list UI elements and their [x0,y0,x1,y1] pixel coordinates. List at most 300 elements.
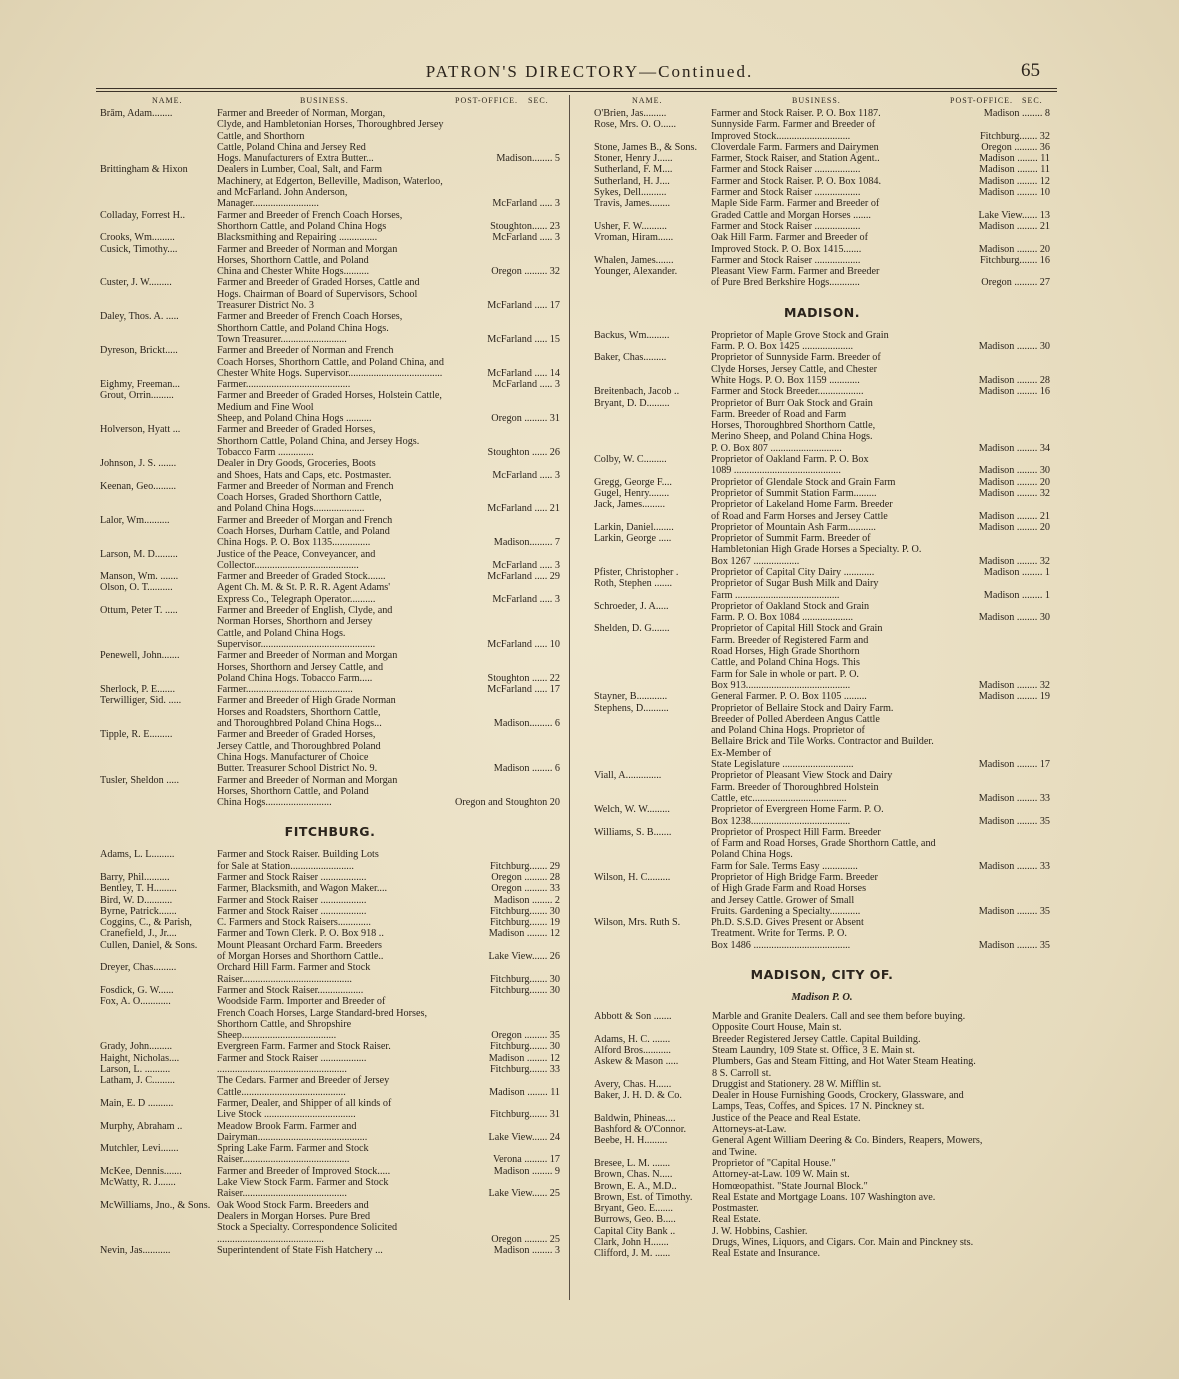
entry-post-office-sec: Oregon ......... 28 [491,872,560,883]
entry-business: Lake View Stock Farm. Farmer and Stock Raiser......................................... [217,1177,389,1200]
entry-name: Murphy, Abraham .. [100,1120,183,1132]
madison-city-entry-list [594,1011,1050,1260]
directory-entry [594,1124,1050,1135]
entry-name: Cranefield, J., Jr.... [100,928,177,940]
entry-business: Farmer and Stock Raiser .................. [711,187,861,199]
entry-business: Farmer.......................................... [217,684,353,696]
entry-post-office-sec: Madison ........ 12 [488,1052,560,1064]
entry-post-office-sec: McFarland ..... 14 [487,367,560,379]
entry-business: Proprietor of Prospect Hill Farm. Breeder of Farm and Road Horses, Grade Shorthorn Cattle, and Poland China Hogs. Farm for Sale. Terms Easy .............. [711,826,936,872]
directory-entry [594,601,1050,624]
directory-entry [100,458,560,481]
entry-name: Manson, Wm. ....... [100,571,179,583]
entry-name: Burrows, Geo. B..... [594,1214,676,1226]
entry-name: Adams, H. C. ....... [594,1033,671,1045]
directory-entry [100,210,560,233]
directory-entry [594,917,1050,951]
entry-business: Farmer, Blacksmith, and Wagon Maker.... [217,883,388,895]
entry-business: Dealers in Lumber, Coal, Salt, and Farm Machinery, at Edgerton, Belleville, Madison, Waterloo, and McFarland. John Anderson, Manager.......................... [217,164,443,210]
entry-business: Real Estate. [712,1214,761,1226]
entry-name: Brown, E. A., M.D.. [594,1180,677,1192]
entry-name: Dyreson, Brickt..... [100,345,178,357]
entry-business: Farmer and Breeder of High Grade Norman Horses and Roadsters, Shorthorn Cattle, and Thoroughbred Poland China Hogs... [217,695,396,730]
directory-entry [100,515,560,549]
directory-entry [100,1166,560,1177]
directory-entry [594,1203,1050,1214]
directory-entry [594,522,1050,533]
entry-business: Marble and Granite Dealers. Call and see them before buying. Opposite Court House, Main st. [712,1011,966,1034]
entry-post-office-sec: Fitchburg....... 29 [490,860,560,872]
entry-name: Lalor, Wm.......... [100,514,170,526]
entry-name: Bresee, L. M. ....... [594,1157,671,1169]
entry-business: Sunnyside Farm. Farmer and Breeder of Improved Stock............................. [711,119,876,142]
entry-name: Cusick, Timothy.... [100,243,178,255]
entry-post-office-sec: Oregon ......... 27 [981,277,1050,289]
entry-post-office-sec: McFarland ..... 3 [492,232,560,244]
entry-name: Haight, Nicholas.... [100,1052,180,1064]
page-header [0,58,1179,88]
entry-business: C. Farmers and Stock Raisers............. [217,917,371,929]
entry-name: Gugel, Henry........ [594,487,670,499]
entry-business: J. W. Hobbins, Cashier. [712,1225,808,1237]
entry-name: Baker, Chas......... [594,352,667,364]
entry-post-office-sec: Fitchburg....... 16 [980,254,1050,266]
directory-entry [100,906,560,917]
directory-entry [100,582,560,605]
entry-name: Bentley, T. H......... [100,883,177,895]
entry-post-office-sec: Madison ........ 32 [978,555,1050,567]
directory-entry [594,1226,1050,1237]
entry-post-office-sec: Madison ........ 35 [978,939,1050,951]
entry-name: Brām, Adam........ [100,108,173,119]
directory-entry [594,1192,1050,1203]
directory-entry [100,729,560,774]
entry-business: Proprietor of Mountain Ash Farm........... [711,521,876,533]
entry-business: Pleasant View Farm. Farmer and Breeder of Pure Bred Berkshire Hogs............ [711,266,880,289]
entry-name: Brown, Chas. N..... [594,1169,673,1181]
entry-post-office-sec: McFarland ..... 17 [487,300,560,312]
entry-business: Ph.D. S.S.D. Gives Present or Absent Treatment. Write for Terms. P. O. Box 1486 ...................................... [711,917,864,951]
entry-name: Larson, M. D......... [100,548,178,560]
entry-business: Attorneys-at-Law. [712,1124,787,1136]
directory-entry [594,488,1050,499]
entry-name: Bryant, Geo. E....... [594,1203,673,1215]
directory-entry [594,330,1050,353]
page-number: 65 [1021,60,1040,81]
entry-post-office-sec: Madison ........ 20 [978,476,1050,488]
entry-post-office-sec: Lake View...... 25 [488,1188,560,1200]
entry-name: Schroeder, J. A..... [594,600,669,612]
entry-name: Usher, F. W.......... [594,220,667,232]
entry-name: Colby, W. C......... [594,454,667,466]
entry-post-office-sec: Madison ........ 2 [493,894,560,906]
entry-business: Proprietor of Capital Hill Stock and Grain Farm. Breeder of Registered Farm and Road Horses, High Grade Shorthorn Cattle, and Poland China Hogs. This Farm for Sale in whole or part. P. O. Box 913......................................... [711,623,883,691]
directory-entry [594,352,1050,386]
entry-business: Farmer, Dealer, and Shipper of all kinds of Live Stock .................................... [217,1097,392,1121]
col-business-header: BUSINESS. [792,96,841,105]
entry-name: Holverson, Hyatt ... [100,424,181,436]
entry-business: Farmer and Breeder of Improved Stock..... [217,1165,391,1177]
directory-entry [100,424,560,458]
directory-entry [594,255,1050,266]
entry-name: Baldwin, Phineas.... [594,1112,676,1124]
entry-business: Farmer and Stock Breeder.................. [711,386,864,398]
directory-entry [100,1177,560,1200]
entry-name: Keenan, Geo......... [100,480,177,492]
directory-entry [100,1064,560,1075]
entry-business: Farmer and Breeder of Norman and Morgan Horses, Shorthorn Cattle, and Poland China Hogs.......................... [217,774,398,809]
entry-post-office-sec: Fitchburg....... 32 [980,130,1050,142]
entry-post-office-sec: Madison......... 7 [493,537,560,549]
entry-post-office-sec: Madison ........ 33 [978,792,1050,804]
entry-name: Vroman, Hiram...... [594,232,674,244]
entry-post-office-sec: Madison ........ 20 [978,521,1050,533]
entry-name: McKee, Dennis....... [100,1165,182,1177]
entry-business: Proprietor of Burr Oak Stock and Grain Farm. Breeder of Road and Farm Horses, Thoroughbred Shorthorn Cattle, Merino Sheep, and Poland China Hogs. P. O. Box 807 ............................ [711,397,876,454]
directory-entry [100,917,560,928]
entry-post-office-sec: Fitchburg....... 30 [490,1041,560,1053]
entry-name: Dreyer, Chas......... [100,962,177,974]
entry-name: Wilson, H. C......... [594,872,671,883]
directory-entry [100,481,560,515]
entry-business: Oak Wood Stock Farm. Breeders and Dealers in Morgan Horses. Pure Bred Stock a Specialty. Correspondence Solicited .......................................... [217,1199,398,1245]
directory-entry [594,691,1050,702]
entry-post-office-sec: Madison ........ 1 [983,566,1050,578]
entry-post-office-sec: Oregon ......... 33 [491,883,560,895]
directory-entry [594,1237,1050,1248]
entry-business: Farmer and Stock Raiser .................. [217,894,367,906]
section-subtitle-madison-po: Madison P. O. [791,992,853,1004]
entry-name: Larson, L. .......... [100,1064,171,1076]
entry-post-office-sec: Madison ........ 11 [979,164,1050,176]
directory-entry [100,311,560,345]
entry-business: Homœopathist. "State Journal Block." [712,1180,868,1192]
entry-business: Attorney-at-Law. 109 W. Main st. [712,1169,850,1181]
entry-post-office-sec: Madison ........ 30 [978,465,1050,477]
entry-post-office-sec: Oregon ......... 32 [491,266,560,278]
directory-entry [594,1248,1050,1259]
entry-name: Clark, John H....... [594,1237,669,1249]
entry-business: Farmer and Breeder of Norman and Morgan Horses, Shorthorn Cattle, and Poland China and Chester White Hogs.......... [217,243,398,278]
col-post-office-header: POST-OFFICE. [950,96,1014,105]
directory-entry [594,567,1050,578]
directory-entry [100,1245,560,1256]
directory-entry [594,1045,1050,1056]
entry-name: Adams, L. L......... [100,849,175,861]
entry-name: Daley, Thos. A. ..... [100,311,179,323]
entry-post-office-sec: Madison ........ 8 [983,108,1050,119]
entry-post-office-sec: Madison ........ 9 [493,1165,560,1177]
entry-business: Proprietor of High Bridge Farm. Breeder of High Grade Farm and Road Horses and Jersey Cattle. Grower of Small Fruits. Gardening a Specialty............ [711,872,878,917]
entry-post-office-sec: Madison ........ 28 [978,374,1050,386]
header-rule-bottom [96,91,1057,92]
entry-name: Colladay, Forrest H.. [100,209,186,221]
directory-entry [100,1053,560,1064]
directory-entry [100,1075,560,1098]
entry-business: Farmer and Breeder of Graded Stock....... [217,571,386,583]
entry-name: McWilliams, Jno., & Sons. [100,1199,211,1211]
directory-entry [594,1113,1050,1124]
entry-post-office-sec: Madison ........ 16 [978,386,1050,398]
entry-post-office-sec: Madison ........ 12 [978,175,1050,187]
section-title-fitchburg: FITCHBURG. [284,824,376,840]
entry-name: Baker, J. H. D. & Co. [594,1090,682,1102]
entry-business: Spring Lake Farm. Farmer and Stock Raiser.......................................... [217,1143,369,1166]
entry-name: Younger, Alexander. [594,266,678,278]
entry-business: Proprietor of Maple Grove Stock and Grain Farm. P. O. Box 1425 .................... [711,329,889,353]
fitchburg-entry-list [100,849,560,1256]
entry-post-office-sec: McFarland ..... 10 [487,638,560,650]
entry-name: Roth, Stephen ....... [594,578,673,590]
directory-entry [594,164,1050,175]
directory-entry [594,1079,1050,1090]
entry-business: Dealer in House Furnishing Goods, Crockery, Glassware, and Lamps, Teas, Coffes, and Spices. 17 N. Pinckney st. [712,1090,964,1113]
entry-business: Meadow Brook Farm. Farmer and Dairyman........................................... [217,1120,368,1143]
entry-post-office-sec: Oregon ......... 31 [491,413,560,425]
entry-business: Farmer and Breeder of Norman, Morgan, Clyde, and Hambletonian Horses, Thoroughbred Jersey Cattle, and Shorthorn Cattle, Poland China and Jersey Red Hogs. Manufacturers of Extra Butter... [217,108,444,165]
entry-business: Farmer and Breeder of Graded Horses, Holstein Cattle, Medium and Fine Wool Sheep, and Poland China Hogs .......... [217,390,442,425]
entry-business: Proprietor of "Capital House." [712,1157,836,1169]
entry-post-office-sec: Madison ........ 34 [978,442,1050,454]
entry-name: Williams, S. B....... [594,826,672,838]
directory-entry [594,176,1050,187]
directory-entry [100,1200,560,1245]
directory-entry [594,232,1050,255]
entry-name: McWatty, R. J....... [100,1177,176,1189]
entry-business: Blacksmithing and Repairing ............... [217,232,378,244]
directory-entry [594,1011,1050,1034]
entry-business: Maple Side Farm. Farmer and Breeder of Graded Cattle and Morgan Horses ....... [711,198,880,221]
left-entry-list [100,108,560,808]
entry-name: Pfister, Christopher . [594,566,679,578]
entry-post-office-sec: Madison ........ 35 [978,815,1050,827]
directory-entry [594,533,1050,567]
entry-business: Farmer and Breeder of Norman and Morgan Horses, Shorthorn and Jersey Cattle, and Poland China Hogs. Tobacco Farm..... [217,650,398,684]
entry-post-office-sec: Oregon ......... 25 [491,1233,560,1245]
directory-entry [100,379,560,390]
entry-business: Real Estate and Insurance. [712,1248,821,1260]
entry-name: Fosdick, G. W...... [100,984,174,996]
directory-entry [594,266,1050,289]
entry-post-office-sec: Madison......... 6 [493,718,560,730]
entry-name: Bird, W. D........... [100,894,173,906]
entry-post-office-sec: Stoughton ...... 22 [487,672,560,684]
entry-post-office-sec: Madison ........ 6 [493,763,560,775]
directory-entry [594,142,1050,153]
directory-entry [594,804,1050,827]
entry-name: Olson, O. T.......... [100,582,173,594]
entry-post-office-sec: Madison ........ 20 [978,243,1050,255]
directory-entry [594,221,1050,232]
entry-name: Terwilliger, Sid. ..... [100,695,182,707]
entry-name: Clifford, J. M. ...... [594,1248,671,1260]
entry-post-office-sec: Madison ........ 33 [978,860,1050,872]
entry-business: Farmer and Breeder of Norman and French Coach Horses, Graded Shorthorn Cattle, and Poland China Hogs.................... [217,480,394,515]
entry-post-office-sec: Madison ........ 32 [978,487,1050,499]
directory-entry [100,695,560,729]
column-headers-left [100,96,560,108]
entry-business: Proprietor of Summit Station Farm......... [711,487,877,499]
col-sec-header: SEC. [1022,96,1043,105]
entry-business: Proprietor of Glendale Stock and Grain Farm [711,476,896,488]
directory-entry [100,277,560,311]
directory-entry [594,703,1050,771]
entry-post-office-sec: Madison ........ 1 [983,589,1050,601]
entry-name: Main, E. D .......... [100,1097,174,1109]
entry-post-office-sec: Lake View...... 13 [978,209,1050,221]
directory-entry [594,1169,1050,1180]
entry-post-office-sec: McFarland ..... 29 [487,571,560,583]
entry-business: The Cedars. Farmer and Breeder of Jersey Cattle......................................... [217,1075,390,1098]
entry-business: Agent Ch. M. & St. P. R. R. Agent Adams' Express Co., Telegraph Operator.......... [217,582,391,605]
entry-name: Sutherland, H. J.... [594,175,670,187]
directory-entry [100,232,560,243]
directory-entry [100,872,560,883]
entry-business: Proprietor of Bellaire Stock and Dairy Farm. Breeder of Polled Aberdeen Angus Cattle and Poland China Hogs. Proprietor of Bellaire Brick and Tile Works. Contractor and Builder. Ex-Member of State Legislature ............................ [711,702,934,771]
entry-business: General Farmer. P. O. Box 1105 ......... [711,691,867,703]
entry-business: Justice of the Peace and Real Estate. [712,1112,861,1124]
entry-business: General Agent William Deering & Co. Binders, Reapers, Mowers, and Twine. [712,1135,983,1158]
directory-entry [100,883,560,894]
directory-entry [100,895,560,906]
entry-business: Farmer and Stock Raiser. Building Lots for Sale at Station......................... [217,849,379,872]
entry-post-office-sec: Madison ........ 32 [978,679,1050,691]
entry-business: Proprietor of Evergreen Home Farm. P. O. Box 1238....................................... [711,804,884,827]
entry-business: Oak Hill Farm. Farmer and Breeder of Improved Stock. P. O. Box 1415....... [711,232,869,255]
entry-name: Brown, Est. of Timothy. [594,1191,693,1203]
entry-name: Avery, Chas. H...... [594,1078,672,1090]
entry-name: Latham, J. C......... [100,1075,175,1087]
directory-entry [594,119,1050,142]
entry-business: Farmer and Breeder of English, Clyde, and Norman Horses, Shorthorn and Jersey Cattle, and Poland China Hogs. Supervisor............................................. [217,605,393,650]
entry-name: Gregg, George F.... [594,476,672,488]
entry-post-office-sec: McFarland ..... 3 [492,593,560,605]
entry-business: Proprietor of Pleasant View Stock and Dairy Farm. Breeder of Thoroughbred Holstein Cattle, etc..................................... [711,770,893,804]
entry-post-office-sec: McFarland ..... 17 [487,684,560,696]
column-divider [569,95,570,1300]
entry-name: Welch, W. W......... [594,804,670,816]
entry-post-office-sec: McFarland ..... 15 [487,333,560,345]
directory-entry [594,1056,1050,1079]
directory-entry [594,1158,1050,1169]
entry-business: Plumbers, Gas and Steam Fitting, and Hot Water Steam Heating. 8 S. Carroll st. [712,1056,976,1079]
entry-name: Capital City Bank .. [594,1225,676,1237]
entry-business: Drugs, Wines, Liquors, and Cigars. Cor. Main and Pinckney sts. [712,1237,974,1249]
entry-business: Farmer and Breeder of Graded Horses, Shorthorn Cattle, Poland China, and Jersey Hogs. Tobacco Farm .............. [217,424,420,458]
entry-post-office-sec: McFarland ..... 3 [492,379,560,391]
directory-entry [100,244,560,278]
entry-post-office-sec: McFarland ..... 21 [487,503,560,515]
entry-name: Rose, Mrs. O. O...... [594,119,677,131]
entry-post-office-sec: Madison ........ 12 [488,928,560,940]
entry-name: Sherlock, P. E....... [100,684,175,696]
entry-business: ................................................... [217,1064,347,1076]
directory-entry [100,1041,560,1052]
entry-name: Custer, J. W......... [100,277,172,289]
entry-name: Eighmy, Freeman... [100,379,180,391]
entry-post-office-sec: Madison ........ 10 [978,187,1050,199]
entry-name: Wilson, Mrs. Ruth S. [594,917,681,929]
entry-name: Abbott & Son ....... [594,1011,672,1023]
entry-post-office-sec: Stoughton...... 23 [490,220,560,232]
entry-name: Breitenbach, Jacob .. [594,386,680,398]
col-sec-header: SEC. [528,96,549,105]
entry-business: Dealer in Dry Goods, Groceries, Boots and Shoes, Hats and Caps, etc. Postmaster. [217,458,392,481]
header-rule-top [96,88,1057,89]
entry-post-office-sec: Madison ........ 30 [978,612,1050,624]
entry-post-office-sec: McFarland ..... 3 [492,469,560,481]
directory-entry [594,499,1050,522]
entry-name: Mutchler, Levi....... [100,1143,179,1155]
entry-post-office-sec: Fitchburg....... 30 [490,905,560,917]
entry-business: Proprietor of Summit Farm. Breeder of Hambletonian High Grade Horses a Specialty. P. O. Box 1267 .................. [711,533,922,567]
directory-entry [594,477,1050,488]
entry-post-office-sec: Oregon ......... 35 [491,1030,560,1042]
entry-business: Justice of the Peace, Conveyancer, and Collector......................................... [217,548,376,571]
entry-name: O'Brien, Jas......... [594,108,667,119]
entry-business: Proprietor of Sunnyside Farm. Breeder of Clyde Horses, Jersey Cattle, and Chester White Hogs. P. O. Box 1159 ............ [711,352,881,386]
entry-name: Crooks, Wm......... [100,232,175,244]
entry-name: Brittingham & Hixon [100,164,188,176]
directory-entry [594,1181,1050,1192]
entry-business: Farmer, Stock Raiser, and Station Agent.. [711,153,880,165]
directory-entry [594,153,1050,164]
entry-name: Viall, A.............. [594,770,662,782]
section-title-madison: MADISON. [784,304,860,320]
directory-entry [594,1135,1050,1158]
directory-entry [594,1090,1050,1113]
section-title-madison-city: MADISON, CITY OF. [750,967,894,983]
directory-entry [594,398,1050,454]
entry-name: Bryant, D. D......... [594,397,670,409]
entry-name: Shelden, D. G....... [594,623,670,635]
entry-business: Mount Pleasant Orchard Farm. Breeders of Morgan Horses and Shorthorn Cattle.. [217,939,384,963]
madison-entry-list [594,330,1050,951]
entry-post-office-sec: Fitchburg....... 19 [490,917,560,929]
entry-name: Backus, Wm......... [594,329,670,341]
entry-business: Farmer and Stock Raiser .................. [711,220,861,232]
directory-entry [594,386,1050,397]
entry-business: Farmer......................................... [217,379,351,391]
directory-entry [100,985,560,996]
entry-name: Grout, Orrin......... [100,390,174,402]
entry-post-office-sec: Verona ......... 17 [492,1154,560,1166]
entry-name: Stone, James B., & Sons. [594,141,698,153]
entry-post-office-sec: Fitchburg....... 31 [490,1109,560,1121]
entry-business: Farmer and Stock Raiser.................. [217,984,364,996]
directory-entry [594,872,1050,917]
entry-name: Beebe, H. H......... [594,1135,668,1147]
entry-business: Proprietor of Capital City Dairy ............ [711,566,875,578]
directory-entry [100,549,560,572]
entry-name: Stephens, D.......... [594,702,669,714]
entry-business: Evergreen Farm. Farmer and Stock Raiser. [217,1041,391,1053]
col-business-header: BUSINESS. [300,96,349,105]
entry-post-office-sec: Fitchburg....... 30 [490,973,560,985]
entry-business: Orchard Hill Farm. Farmer and Stock Raiser........................................... [217,962,371,985]
entry-post-office-sec: Fitchburg....... 33 [490,1064,560,1076]
entry-business: Postmaster. [712,1203,759,1215]
entry-name: Barry, Phil.......... [100,872,170,883]
directory-entry [594,623,1050,691]
entry-post-office-sec: Madison ........ 19 [978,691,1050,703]
entry-name: Fox, A. O............ [100,996,171,1008]
directory-entry [100,164,560,209]
entry-name: Nevin, Jas........... [100,1244,171,1256]
directory-entry [100,962,560,985]
entry-business: Cloverdale Farm. Farmers and Dairymen [711,141,879,153]
directory-entry [100,940,560,963]
